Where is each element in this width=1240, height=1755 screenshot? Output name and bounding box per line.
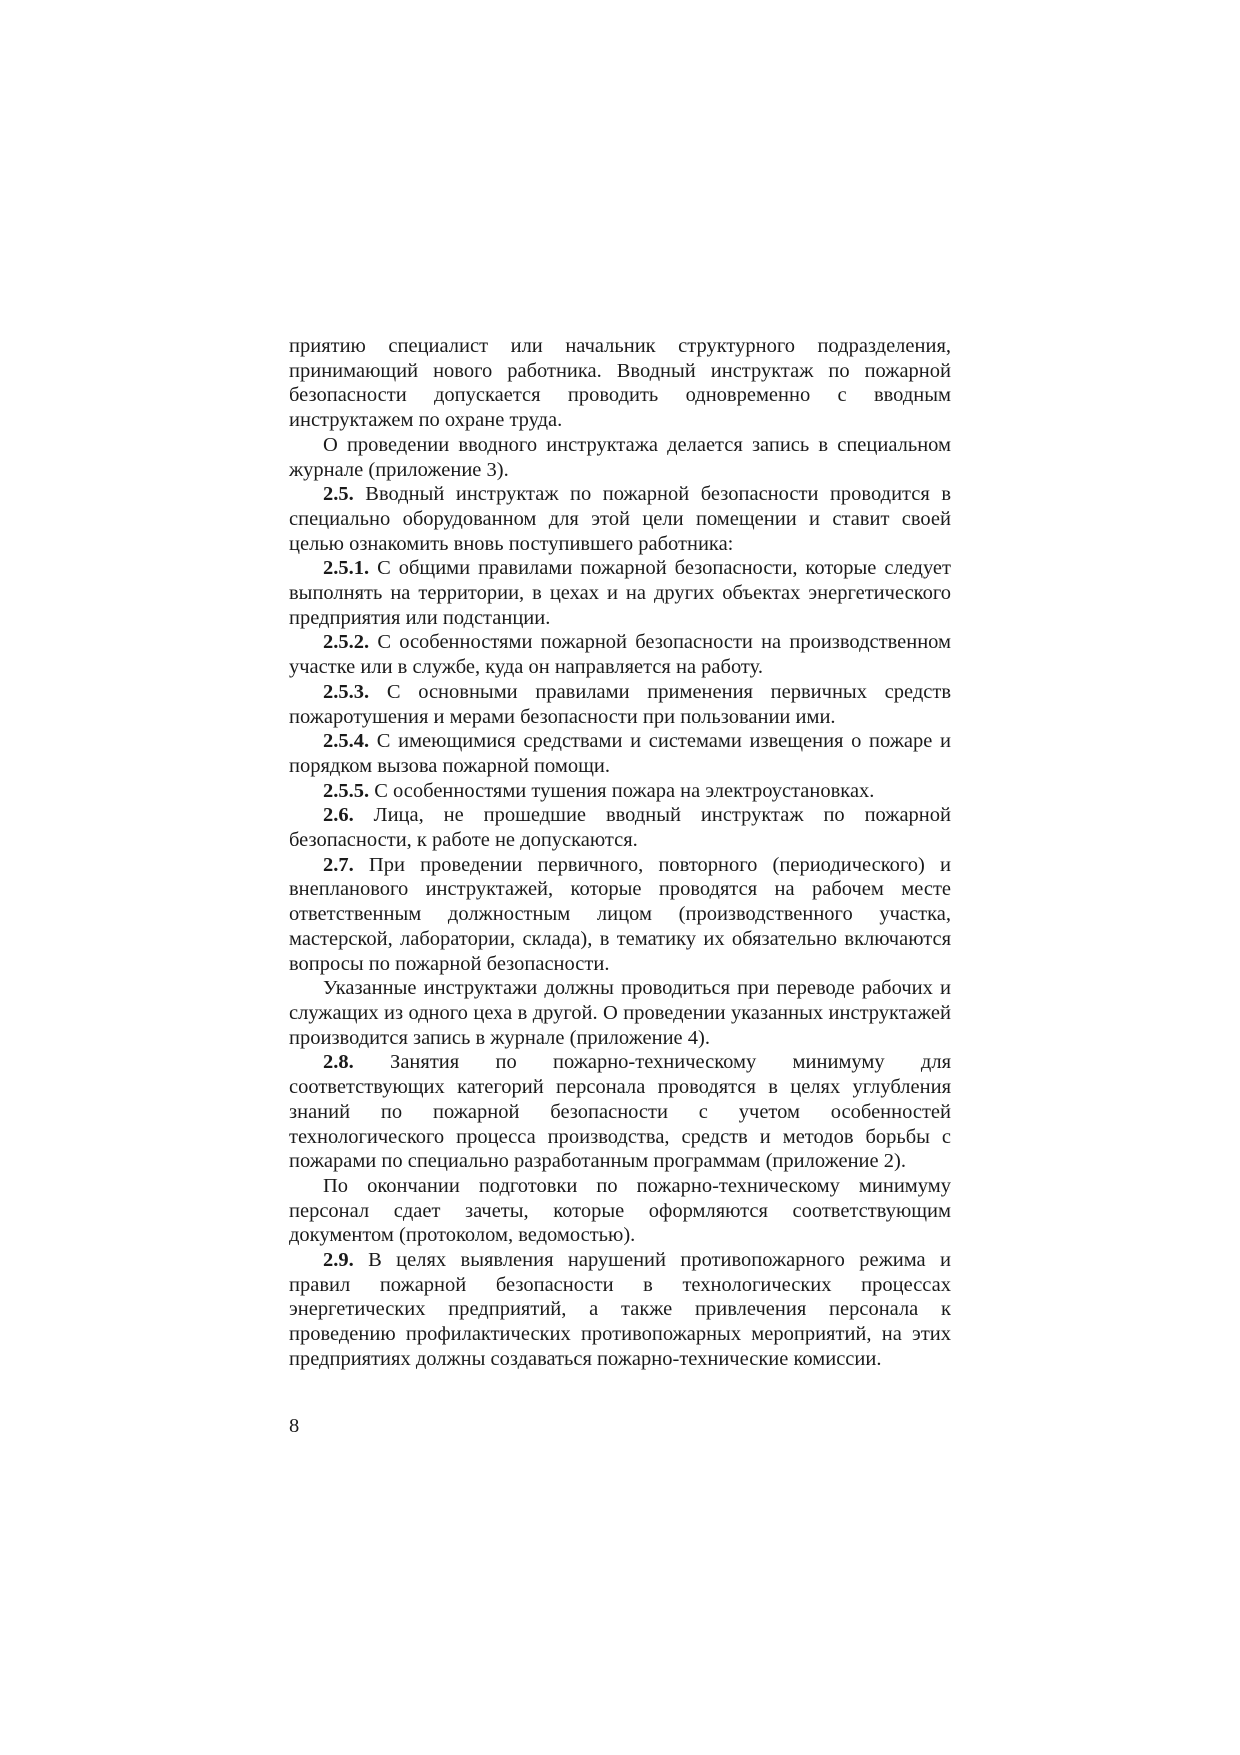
section-number: 2.7. [323, 853, 354, 876]
paragraph-continuation [289, 334, 951, 433]
paragraph-text: Вводный инструктаж по пожарной безопасности проводится в специально оборудованном для этой цели помещении и ставит своей целью ознакомить вновь поступившего работника: [289, 483, 951, 555]
paragraph-2-5-5 [289, 779, 951, 804]
paragraph-text: При проведении первичного, повторного (периодического) и внепланового инструктажей, которые проводятся на рабочем месте ответственным должностным лицом (производственного участка, мастерской, лаборатории, склада), в тематику их обязательно включаются вопросы по пожарной безопасности. [289, 853, 952, 975]
paragraph-2-9 [289, 1248, 951, 1372]
section-number: 2.5.2. [323, 631, 370, 654]
paragraph [289, 433, 951, 482]
paragraph-text: С основными правилами применения первичных средств пожаротушения и мерами безопасности при пользовании ими. [289, 680, 952, 728]
paragraph-2-5 [289, 482, 951, 556]
section-number: 2.5. [323, 483, 354, 506]
paragraph-2-6 [289, 803, 951, 852]
paragraph-text: С особенностями пожарной безопасности на производственном участке или в службе, куда он направляется на работу. [289, 631, 952, 679]
section-number: 2.5.1. [323, 557, 370, 580]
paragraph-text: С общими правилами пожарной безопасности, которые следует выполнять на территории, в цехах и на других объектах энергетического предприятия или подстанции. [289, 557, 951, 629]
paragraph-text: По окончании подготовки по пожарно-техническому минимуму персонал сдает зачеты, которые оформляются соответствующим документом (протоколом, ведомостью). [289, 1174, 951, 1247]
paragraph-2-7 [289, 853, 951, 977]
body-text [289, 334, 951, 1372]
paragraph-2-5-3 [289, 680, 951, 729]
paragraph-text: Лица, не прошедшие вводный инструктаж по пожарной безопасности, к работе не допускаются. [289, 804, 951, 852]
paragraph-text: Указанные инструктажи должны проводиться при переводе рабочих и служащих из одного цеха в другой. О проведении указанных инструктажей производится запись в журнале (приложение 4). [289, 977, 951, 1049]
paragraph-2-5-2 [289, 630, 951, 679]
paragraph-2-5-4 [289, 729, 951, 778]
paragraph [289, 1174, 951, 1248]
paragraph-text: приятию специалист или начальник структурного подразделения, принимающий нового работника. Вводный инструктаж по пожарной безопасности допускается проводить одновременно с вводным инструктажем по охране труда. [289, 335, 951, 432]
paragraph-text: С особенностями тушения пожара на электроустановках. [374, 779, 875, 802]
paragraph-2-8 [289, 1050, 951, 1174]
section-number: 2.5.3. [323, 680, 370, 703]
paragraph [289, 976, 951, 1050]
paragraph-2-5-1 [289, 556, 951, 630]
paragraph-text: О проведении вводного инструктажа делается запись в специальном журнале (приложение 3). [289, 433, 951, 481]
paragraph-text: Занятия по пожарно-техническому минимуму для соответствующих категорий персонала проводятся в целях углубления знаний по пожарной безопасности с учетом особенностей технологического процесса производства, средств и методов борьбы с пожарами по специально разработанным программам (приложение 2). [289, 1051, 951, 1173]
page-number: 8 [289, 1415, 300, 1437]
section-number: 2.5.4. [323, 730, 370, 753]
section-number: 2.6. [323, 804, 354, 827]
paragraph-text: С имеющимися средствами и системами извещения о пожаре и порядком вызова пожарной помощи. [289, 730, 951, 777]
paragraph-text: В целях выявления нарушений противопожарного режима и правил пожарной безопасности в технологических процессах энергетических предприятий, а также привлечения персонала к проведению профилактических противопожарных мероприятий, на этих предприятиях должны создаваться пожарно-технические комиссии. [289, 1249, 951, 1370]
section-number: 2.8. [323, 1051, 354, 1074]
section-number: 2.9. [323, 1249, 354, 1272]
section-number: 2.5.5. [323, 779, 370, 802]
